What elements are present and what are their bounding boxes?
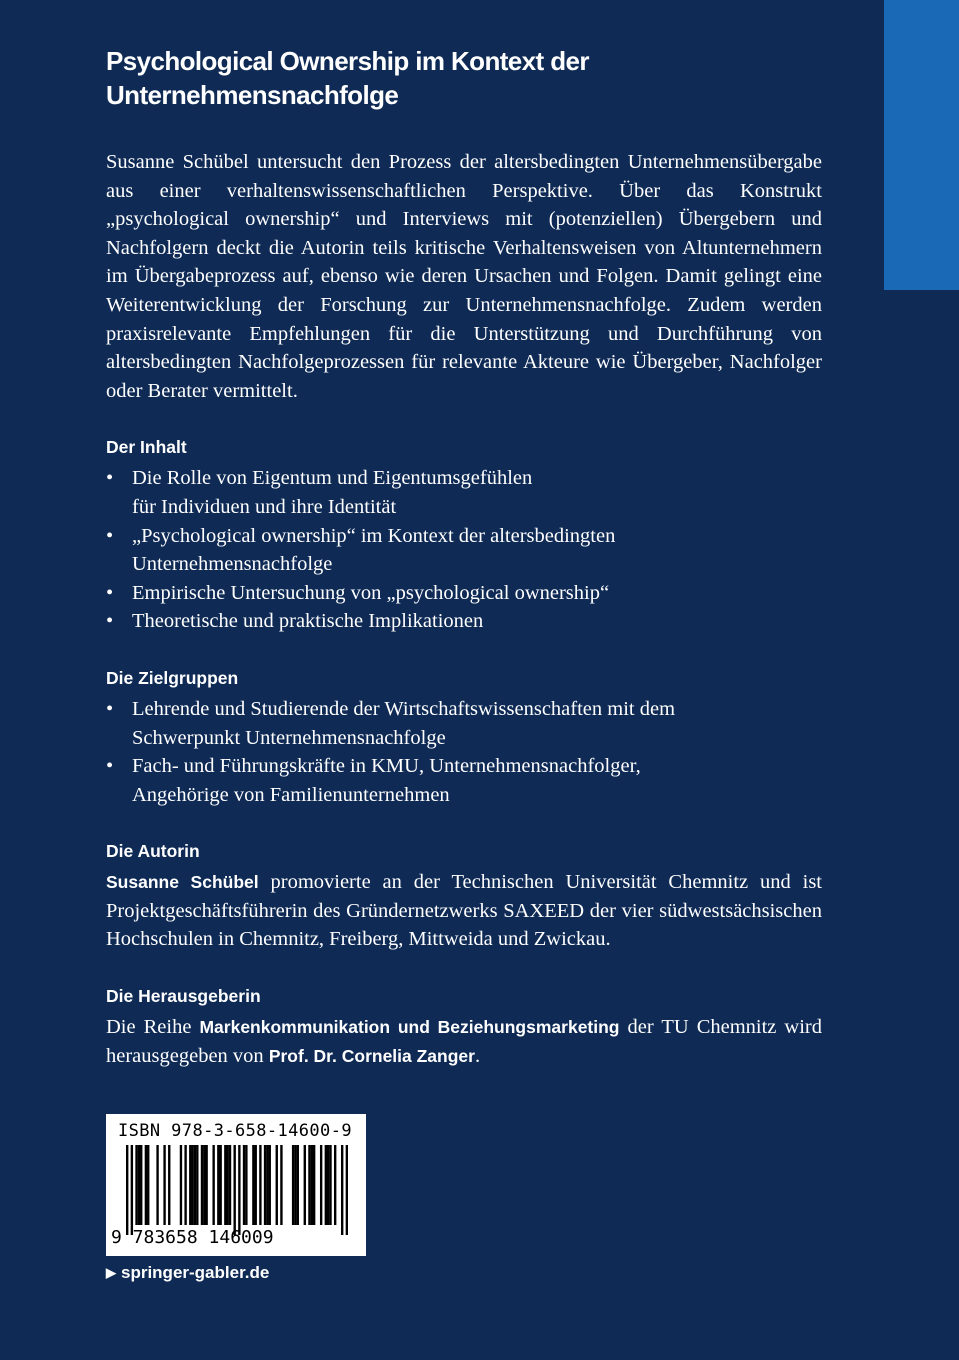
list-item-line: Unternehmensnachfolge xyxy=(132,553,333,576)
section-zielgruppen xyxy=(106,666,822,809)
barcode-bar xyxy=(131,1145,133,1235)
barcode-bar xyxy=(243,1145,245,1225)
barcode-bar xyxy=(233,1145,235,1235)
list-item xyxy=(106,579,822,608)
section-inhalt xyxy=(106,435,822,636)
list-item-line: Lehrende und Studierende der Wirtschaftswissenschaften mit dem xyxy=(132,697,676,720)
list-item xyxy=(106,695,822,752)
barcode-bar xyxy=(280,1145,282,1225)
barcode-bar xyxy=(320,1145,322,1225)
barcode-bar xyxy=(126,1145,128,1235)
barcode-bar xyxy=(147,1145,149,1225)
series-name: Markenkommunikation und Beziehungsmarketing xyxy=(199,1017,620,1038)
barcode-bar xyxy=(196,1145,198,1225)
barcode-bar xyxy=(269,1145,271,1225)
barcode-bar xyxy=(191,1145,193,1225)
barcode-bar xyxy=(229,1145,231,1225)
barcode-bar xyxy=(212,1145,214,1225)
isbn-label: ISBN 978-3-658-14600-9 xyxy=(118,1121,352,1141)
barcode-bar xyxy=(276,1145,278,1225)
barcode-bar xyxy=(203,1145,205,1225)
publisher-url: springer-gabler.de xyxy=(121,1263,270,1282)
isbn-barcode xyxy=(106,1114,366,1256)
list-item-line: Die Rolle von Eigentum und Eigentumsgefühlen xyxy=(132,467,533,490)
bullet-icon: • xyxy=(106,755,114,778)
barcode-bar xyxy=(313,1145,315,1225)
herausgeberin-text-3: . xyxy=(474,1044,481,1067)
list-item xyxy=(106,464,822,521)
section-autorin xyxy=(106,839,822,954)
barcode-bar xyxy=(292,1145,294,1225)
barcode-bar xyxy=(308,1145,310,1225)
list-item-line: Fach- und Führungskräfte in KMU, Unternehmensnachfolger, xyxy=(132,755,641,778)
list-item-line: Empirische Untersuchung von „psychological ownership“ xyxy=(132,581,610,604)
intro-paragraph: Susanne Schübel untersucht den Prozess der altersbedingten Unternehmensübergabe aus einer verhaltenswissenschaftlichen Perspektive. Über das Konstrukt „psychological ownership“ und Interviews mit (potenziellen) Übergebern und Nachfolgern deckt die Autorin teils kritische Verhaltensweisen von Altunternehmern im Übergabeprozess auf, ebenso wie deren Ursachen und Folgen. Damit gelingt eine Weiterentwicklung der Forschung zur Unternehmensnachfolge. Zudem werden praxisrelevante Empfehlungen für die Unterstützung und Durchführung von altersbedingten Nachfolgeprozessen für relevante Akteure wie Übergeber, Nachfolger oder Berater vermittelt. xyxy=(106,151,822,402)
barcode-bar xyxy=(226,1145,228,1225)
list-item-line: Angehörige von Familienunternehmen xyxy=(132,783,450,806)
barcode-bar xyxy=(145,1145,147,1225)
barcode-bar xyxy=(327,1145,329,1225)
list-item-line: Schwerpunkt Unternehmensnachfolge xyxy=(132,726,446,749)
bullet-icon: • xyxy=(106,581,114,604)
list-item-line: für Individuen und ihre Identität xyxy=(132,495,397,518)
section-heading-herausgeberin: Die Herausgeberin xyxy=(106,986,261,1007)
bullet-icon: • xyxy=(106,697,114,720)
barcode-bar xyxy=(294,1145,296,1225)
list-item-line: „Psychological ownership“ im Kontext der altersbedingten xyxy=(132,524,616,547)
barcode-bar xyxy=(297,1145,299,1225)
bullet-icon: • xyxy=(106,467,114,490)
barcode-bar xyxy=(329,1145,331,1225)
arrow-right-icon: ▶ xyxy=(106,1265,116,1280)
barcode-bar xyxy=(205,1145,207,1225)
barcode-bar xyxy=(259,1145,261,1225)
bullet-icon: • xyxy=(106,610,114,633)
accent-bar xyxy=(884,0,959,290)
autorin-text: promovierte an der Technischen Universität Chemnitz und ist Projektgeschäftsführerin des Gründernetzwerks SAXEED der vier südwestsächsischen Hochschulen in Chemnitz, Freiberg, Mittweida und Zwickau. xyxy=(106,871,823,951)
barcode-bar xyxy=(341,1145,343,1235)
list-item-line: Theoretische und praktische Implikationen xyxy=(132,610,484,633)
barcode-bar xyxy=(138,1145,140,1225)
herausgeberin-text-2: der TU Chemnitz wird herausgegeben von xyxy=(106,1016,823,1067)
herausgeberin-text-1: Die Reihe xyxy=(106,1016,200,1039)
barcode-bar xyxy=(180,1145,182,1225)
barcode-bar xyxy=(219,1145,221,1225)
editor-name: Prof. Dr. Cornelia Zanger xyxy=(268,1045,475,1066)
barcode-bar xyxy=(189,1145,191,1225)
publisher-link[interactable] xyxy=(106,1262,269,1284)
barcode-bar xyxy=(334,1145,336,1225)
barcode-bar xyxy=(304,1145,306,1225)
inhalt-list xyxy=(106,464,822,636)
barcode-bar xyxy=(168,1145,170,1225)
barcode-bar xyxy=(135,1145,137,1225)
barcode-bar xyxy=(194,1145,196,1225)
barcode-bar xyxy=(266,1145,268,1225)
bullet-icon: • xyxy=(106,524,114,547)
barcode-bars xyxy=(126,1145,348,1235)
barcode-bar xyxy=(325,1145,327,1225)
zielgruppen-list xyxy=(106,695,822,809)
barcode-bar xyxy=(156,1145,158,1225)
barcode-bar xyxy=(140,1145,142,1225)
barcode-bar xyxy=(255,1145,257,1225)
list-item xyxy=(106,522,822,579)
barcode-bar xyxy=(163,1145,165,1225)
ean-digits: 9 783658 146009 xyxy=(111,1227,274,1248)
barcode-bar xyxy=(238,1145,240,1235)
barcode-bar xyxy=(264,1145,266,1225)
barcode-bar xyxy=(245,1145,247,1225)
barcode-bar xyxy=(224,1145,226,1225)
barcode-bar xyxy=(217,1145,219,1225)
section-heading-zielgruppen: Die Zielgruppen xyxy=(106,667,239,688)
list-item xyxy=(106,607,822,636)
author-name: Susanne Schübel xyxy=(106,872,259,893)
section-heading-inhalt: Der Inhalt xyxy=(106,437,187,458)
section-herausgeberin xyxy=(106,984,822,1070)
barcode-bar xyxy=(252,1145,254,1225)
barcode-bar xyxy=(311,1145,313,1225)
barcode-bar xyxy=(201,1145,203,1225)
barcode-bar xyxy=(346,1145,348,1235)
herausgeberin-paragraph xyxy=(106,1013,822,1070)
back-cover-content xyxy=(106,44,822,1070)
list-item xyxy=(106,752,822,809)
autorin-paragraph xyxy=(106,868,822,954)
barcode-bar xyxy=(184,1145,186,1225)
section-heading-autorin: Die Autorin xyxy=(106,841,200,862)
book-title: Psychological Ownership im Kontext der Unternehmensnachfolge xyxy=(106,46,589,110)
